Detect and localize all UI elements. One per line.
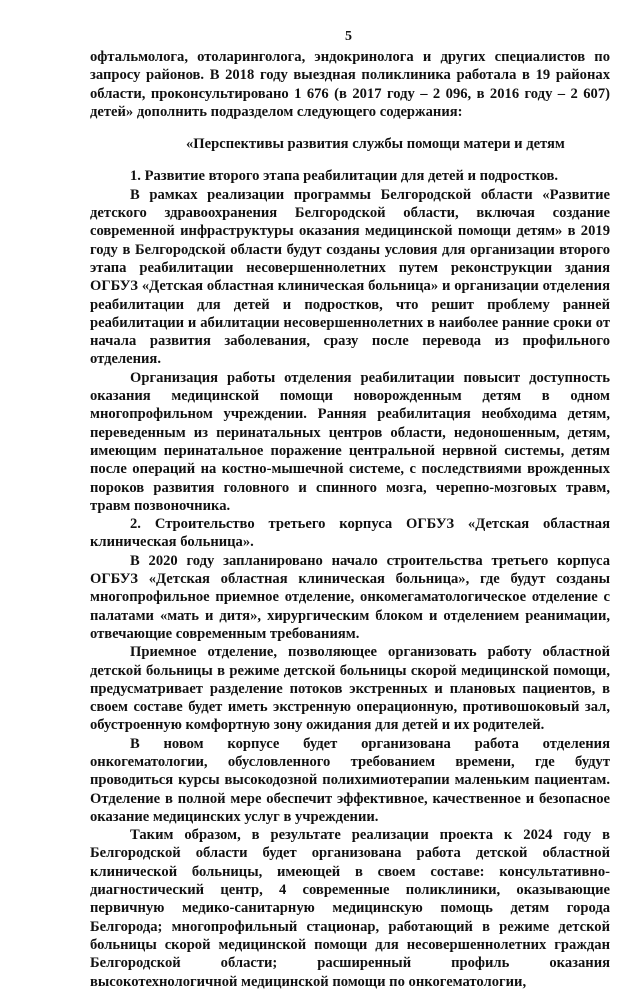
list-item-1: 1. Развитие второго этапа реабилитации для детей и подростков.	[130, 168, 559, 185]
paragraph-third-building: В 2020 году запланировано начало строительства третьего корпуса ОГБУЗ «Детская областная клиническая больница», где будут созданы многопрофильное приемное отделение, онкомегаматологическое отделение с палатами «мать и дитя», хирургическим блоком и отделением реанимации, отвечающие современным требованиям.	[90, 552, 610, 642]
list-item-2: 2. Строительство третьего корпуса ОГБУЗ «Детская областная клиническая больница».	[90, 516, 610, 551]
paragraph-admission-department: Приемное отделение, позволяющее организовать работу областной детской больницы в режиме детской больницы скорой медицинской помощи, предусматривает разделение потоков экстренных и плановых пациентов, в своем составе будет иметь экстренную операционную, противошоковый зал, обустроенную комфортную зону ожидания для детей и их родителей.	[90, 644, 610, 734]
paragraph-summary: Таким образом, в результате реализации проекта к 2024 году в Белгородской области будет организована работа детской областной клинической больницы, имеющей в своем составе: консультативно-диагностический центр, 4 современные поликлиники, оказывающие первичную медико-санитарную медицинскую помощь детям города Белгорода; многопрофильный стационар, работающий в режиме детской больницы скорой медицинской помощи для несовершеннолетних граждан Белгородской области; расширенный профиль оказания высокотехнологичной медицинской помощи по онкогематологии,	[90, 827, 610, 990]
document-page	[90, 0, 610, 990]
page-number: 5	[345, 29, 352, 44]
section-heading: «Перспективы развития службы помощи матери и детям	[186, 136, 565, 153]
paragraph-intro: офтальмолога, отоларинголога, эндокринолога и других специалистов по запросу районов. В 2018 году выездная поликлиника работала в 19 районах области, проконсультировано 1 676 (в 2017 году – 2 096, в 2016 году – 2 607) детей» дополнить подразделом следующего содержания:	[90, 49, 610, 120]
paragraph-rehabilitation-organization: Организация работы отделения реабилитации повысит доступность оказания медицинской помощи новорожденным детям в одном многопрофильном учреждении. Ранняя реабилитация необходима детям, переведенным из перинатальных центров области, недоношенным, детям, имеющим перинатальное поражение центральной нервной системы, детям после операций на костно-мышечной системе, с последствиями врожденных пороков развития головного и спинного мозга, черепно-мозговых травм, травм позвоночника.	[90, 369, 610, 514]
paragraph-rehabilitation-program: В рамках реализации программы Белгородской области «Развитие детского здравоохранения Белгородской области, включая создание современной инфраструктуры оказания медицинской помощи детям» в 2019 году в Белгородской области будут созданы условия для организации второго этапа реабилитации несовершеннолетних путем реконструкции здания ОГБУЗ «Детская областная клиническая больница» и организации отделения реабилитации для детей и подростков, что решит проблему ранней реабилитации и абилитации несовершеннолетних в наиболее ранние сроки от начала развития заболевания, сразу после перевода из профильного отделения.	[90, 186, 610, 368]
paragraph-oncohematology: В новом корпусе будет организована работа отделения онкогематологии, обусловленного требованием времени, где будут проводиться курсы высокодозной полихимиотерапии маленьким пациентам. Отделение в полной мере обеспечит эффективное, качественное и безопасное оказание медицинских услуг в учреждении.	[90, 735, 610, 825]
document-body	[90, 48, 610, 991]
